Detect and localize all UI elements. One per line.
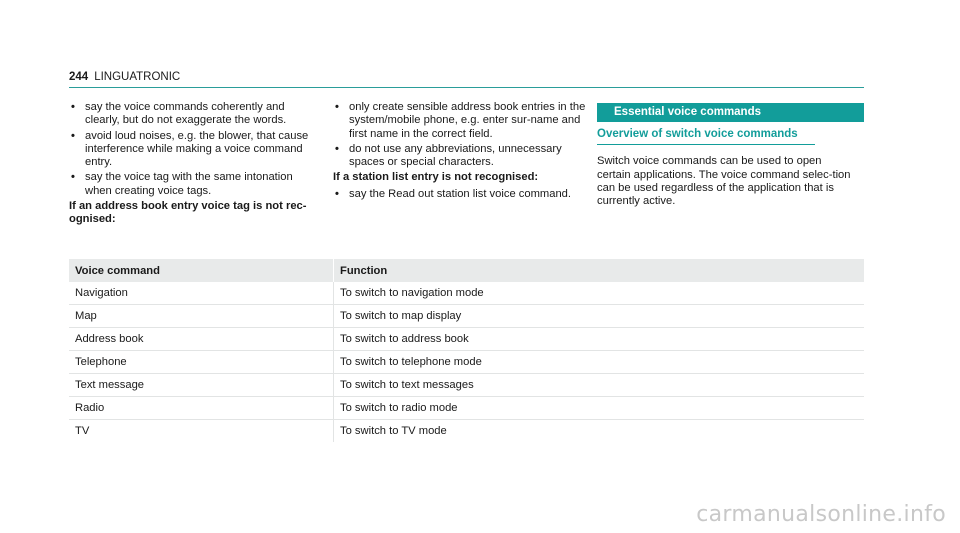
table-cell: Map xyxy=(69,305,334,328)
description: Switch voice commands can be used to open certain applications. The voice command selec-tion can be used regardless of the application that is currently active. xyxy=(597,155,851,208)
table-cell: To switch to TV mode xyxy=(340,425,447,437)
column-1 xyxy=(69,101,317,230)
bullet-list xyxy=(333,101,593,169)
table-cell: To switch to telephone mode xyxy=(334,351,865,374)
table-cell: Text message xyxy=(69,374,334,397)
table-cell: TV xyxy=(69,420,334,443)
table-cell: Navigation xyxy=(69,282,334,305)
column-header: Function xyxy=(334,259,865,282)
table-row xyxy=(69,397,864,420)
column-3 xyxy=(597,101,864,208)
voice-command-table xyxy=(69,259,864,442)
table-cell: Radio xyxy=(69,397,334,420)
table-row xyxy=(69,420,864,443)
bold-paragraph: If an address book entry voice tag is not rec-ognised: xyxy=(69,200,307,226)
page-number: 244 xyxy=(69,71,89,83)
column-2 xyxy=(333,101,593,203)
table-cell: To switch to address book xyxy=(334,328,865,351)
table-row xyxy=(69,351,864,374)
list-item: • say the Read out station list voice command. xyxy=(335,187,571,200)
table-cell: Telephone xyxy=(69,351,334,374)
list-item: • do not use any abbreviations, unnecessary spaces or special characters. xyxy=(335,142,562,169)
section-name: LINGUATRONIC xyxy=(94,71,181,83)
column-header: Voice command xyxy=(69,259,334,282)
list-item: • say the voice tag with the same intonation when creating voice tags. xyxy=(71,171,293,197)
table-cell: Address book xyxy=(69,328,334,351)
table-cell: To switch to navigation mode xyxy=(334,282,865,305)
bullet-list xyxy=(333,188,593,201)
list-item: • only create sensible address book entries in the system/mobile phone, e.g. enter sur-name and first name in the correct field. xyxy=(335,101,586,140)
list-item: • say the voice commands coherently and clearly, but do not exaggerate the words. xyxy=(71,101,287,127)
bullet-list xyxy=(69,101,317,198)
table-row xyxy=(69,282,864,305)
table-row xyxy=(69,374,864,397)
section-title: Essential voice commands xyxy=(597,103,864,122)
list-item: • avoid loud noises, e.g. the blower, that cause interference while making a voice command entry. xyxy=(71,129,309,169)
bold-paragraph: If a station list entry is not recognised: xyxy=(333,171,539,184)
table-cell: To switch to text messages xyxy=(334,374,865,397)
table-row xyxy=(69,305,864,328)
table-cell: To switch to map display xyxy=(334,305,865,328)
table-header-row xyxy=(69,259,864,282)
watermark: carmanualsonline.info xyxy=(696,502,946,527)
table-row xyxy=(69,328,864,351)
subsection-title: Overview of switch voice commands xyxy=(597,128,815,145)
page-header xyxy=(69,69,864,88)
table-cell: To switch to radio mode xyxy=(334,397,865,420)
